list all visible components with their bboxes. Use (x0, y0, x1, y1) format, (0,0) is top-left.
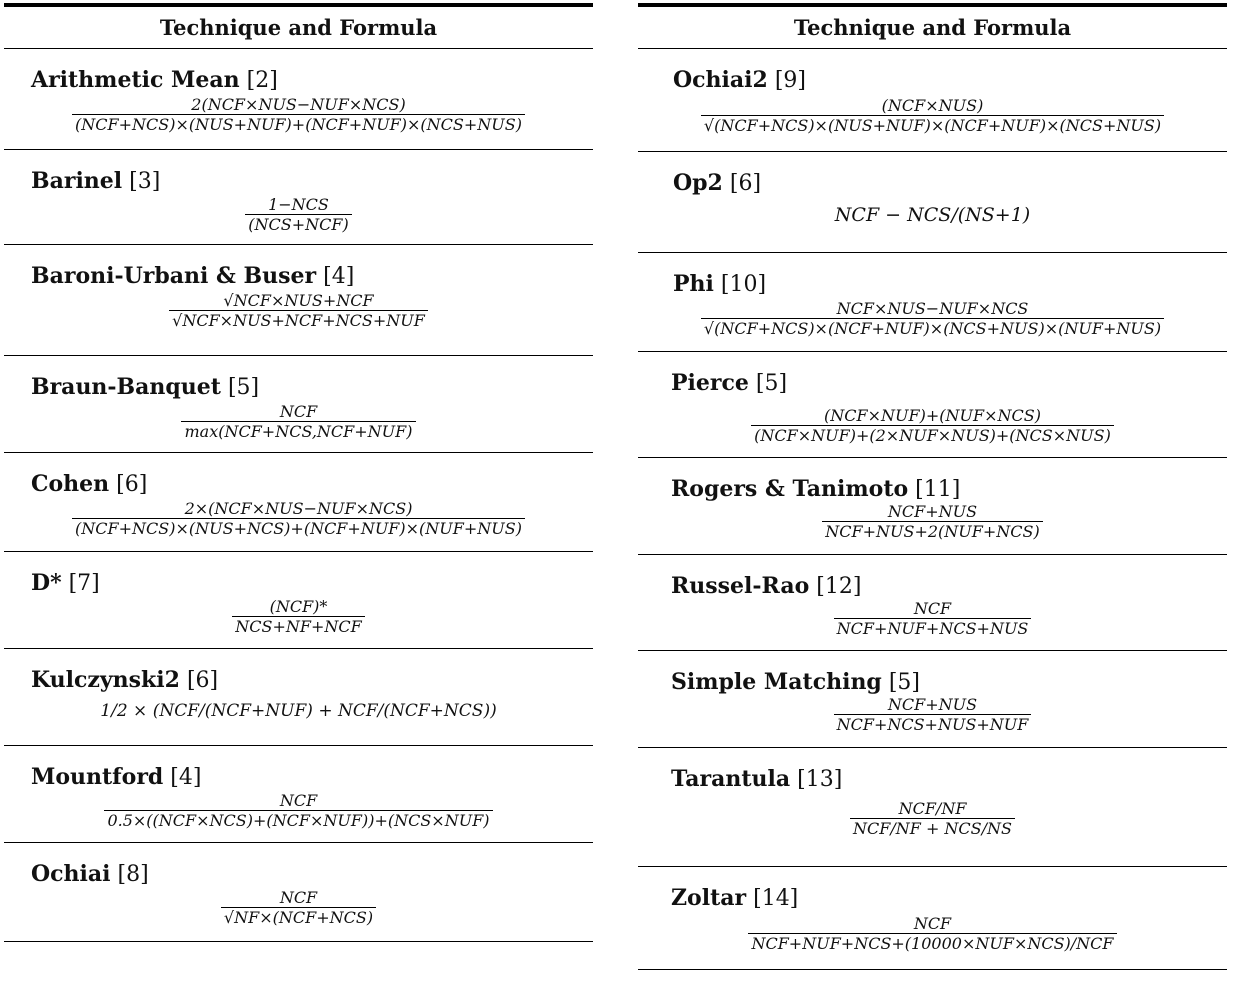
formula-expression: 1/2 × (NCF/(NCF+NUF) + NCF/(NCF+NCS)) (100, 701, 497, 721)
technique-ref: [3] (129, 169, 161, 194)
formula-numerator: 2(NCF×NUS−NUF×NCS) (191, 95, 406, 114)
formula-numerator: √NCF×NUS+NCF (223, 291, 374, 310)
formula-numerator: NCF (913, 914, 952, 933)
technique-name: Pierce (671, 370, 749, 396)
right-table (638, 0, 1227, 970)
technique-name: Arithmetic Mean (31, 67, 240, 93)
technique-ref: [5] (888, 670, 920, 695)
formula (4, 500, 593, 538)
formula-numerator: NCF/NF (898, 799, 967, 818)
formula (638, 97, 1227, 135)
left-table-header (4, 3, 593, 49)
formula-numerator: (NCF)* (269, 597, 328, 616)
technique-row-barinel (4, 150, 593, 245)
formula-denominator: (NCS+NCF) (245, 214, 351, 234)
technique-ref: [10] (720, 272, 767, 297)
technique-row-braun-banquet (4, 356, 593, 453)
formula (4, 292, 593, 330)
technique-ref: [6] (116, 472, 148, 497)
formula-denominator: NCS+NF+NCF (232, 616, 364, 636)
formula (4, 889, 593, 927)
formula-denominator: 0.5×((NCF×NCS)+(NCF×NUF))+(NCS×NUF) (104, 810, 492, 830)
technique-row-d-star (4, 552, 593, 649)
technique-name: Ochiai (31, 861, 111, 887)
technique-row-cohen (4, 453, 593, 552)
technique-ref: [12] (816, 574, 862, 599)
technique-name: Simple Matching (671, 669, 882, 695)
technique-name: Rogers & Tanimoto (671, 476, 909, 502)
technique-name: Op2 (673, 170, 723, 196)
technique-row-tarantula (638, 748, 1227, 867)
technique-name: Russel-Rao (671, 573, 810, 599)
formula (4, 598, 593, 636)
formula-denominator: √(NCF+NCS)×(NCF+NUF)×(NCS+NUS)×(NUF+NUS) (701, 318, 1164, 338)
technique-name: Tarantula (671, 766, 791, 792)
formula-denominator: (NCF+NCS)×(NUS+NUF)+(NCF+NUF)×(NCS+NUS) (72, 114, 525, 134)
technique-row-russel-rao (638, 555, 1227, 651)
technique-row-arithmetic-mean (4, 49, 593, 150)
technique-name: Ochiai2 (673, 67, 768, 93)
formula-numerator: NCF+NUS (887, 695, 978, 714)
formula-denominator: max(NCF+NCS,NCF+NUF) (181, 421, 415, 441)
technique-row-phi (638, 253, 1227, 352)
technique-ref: [6] (729, 171, 762, 196)
formula (638, 696, 1227, 734)
formula-expression: NCF − NCS/(NS+1) (834, 204, 1031, 226)
formula-denominator: (NCF×NUF)+(2×NUF×NUS)+(NCS×NUS) (751, 425, 1114, 445)
technique-ref: [2] (246, 68, 278, 93)
formula-denominator: NCF+NUS+2(NUF+NCS) (822, 521, 1042, 541)
formula-denominator: √NCF×NUS+NCF+NCS+NUF (169, 310, 428, 330)
technique-row-mountford (4, 746, 593, 843)
formula-numerator: (NCF×NUF)+(NUF×NCS) (824, 406, 1041, 425)
technique-ref: [4] (323, 264, 355, 289)
formula (4, 96, 593, 134)
header-title: Technique and Formula (159, 15, 438, 40)
header-title: Technique and Formula (793, 15, 1072, 40)
technique-row-zoltar (638, 867, 1227, 970)
technique-ref: [13] (797, 767, 843, 792)
formula (638, 600, 1227, 638)
formula-numerator: NCF×NUS−NUF×NCS (836, 299, 1029, 318)
formula (4, 196, 593, 234)
left-table (4, 0, 593, 942)
formula (638, 204, 1227, 226)
technique-name: Cohen (31, 471, 110, 497)
formula-numerator: NCF (279, 791, 318, 810)
formula-denominator: √(NCF+NCS)×(NUS+NUF)×(NCF+NUF)×(NCS+NUS) (701, 115, 1164, 135)
technique-ref: [9] (774, 68, 807, 93)
technique-name: Zoltar (671, 885, 747, 911)
formula (638, 800, 1227, 838)
technique-name: Mountford (31, 764, 164, 790)
formula-numerator: 2×(NCF×NUS−NUF×NCS) (184, 499, 413, 518)
technique-row-ochiai (4, 843, 593, 942)
technique-ref: [5] (755, 371, 788, 396)
technique-row-baroni-urbani-buser (4, 245, 593, 356)
technique-name: Baroni-Urbani & Buser (31, 263, 317, 289)
technique-row-ochiai2 (638, 49, 1227, 152)
technique-name: Kulczynski2 (31, 667, 180, 693)
technique-name: Barinel (31, 168, 123, 194)
formula-numerator: NCF (913, 599, 952, 618)
technique-name: D* (31, 570, 62, 596)
formula (638, 503, 1227, 541)
formula-denominator: NCF/NF + NCS/NS (850, 818, 1015, 838)
technique-ref: [6] (186, 668, 219, 693)
technique-ref: [8] (117, 862, 149, 887)
technique-row-kulczynski2 (4, 649, 593, 746)
formula (4, 792, 593, 830)
technique-ref: [5] (227, 375, 260, 400)
technique-name: Phi (673, 271, 714, 297)
formula-numerator: NCF (279, 888, 318, 907)
formula-denominator: √NF×(NCF+NCS) (221, 907, 376, 927)
formula-numerator: NCF (279, 402, 318, 421)
right-table-header (638, 3, 1227, 49)
technique-ref: [11] (915, 477, 961, 502)
formula (638, 300, 1227, 338)
formula (4, 403, 593, 441)
technique-row-op2 (638, 152, 1227, 253)
technique-ref: [7] (68, 571, 100, 596)
formula-denominator: NCF+NUF+NCS+NUS (834, 618, 1032, 638)
formula-numerator: (NCF×NUS) (881, 96, 984, 115)
formula (638, 407, 1227, 445)
technique-row-simple-matching (638, 651, 1227, 748)
formula-denominator: NCF+NCS+NUS+NUF (834, 714, 1032, 734)
technique-ref: [4] (170, 765, 202, 790)
formula-denominator: (NCF+NCS)×(NUS+NCS)+(NCF+NUF)×(NUF+NUS) (72, 518, 525, 538)
technique-row-pierce (638, 352, 1227, 458)
formula-numerator: 1−NCS (268, 195, 329, 214)
formula (638, 915, 1227, 953)
technique-row-rogers-tanimoto (638, 458, 1227, 555)
formula-numerator: NCF+NUS (887, 502, 978, 521)
technique-ref: [14] (753, 886, 799, 911)
formula-denominator: NCF+NUF+NCS+(10000×NUF×NCS)/NCF (748, 933, 1116, 953)
technique-name: Braun-Banquet (31, 374, 221, 400)
formula (4, 701, 593, 721)
